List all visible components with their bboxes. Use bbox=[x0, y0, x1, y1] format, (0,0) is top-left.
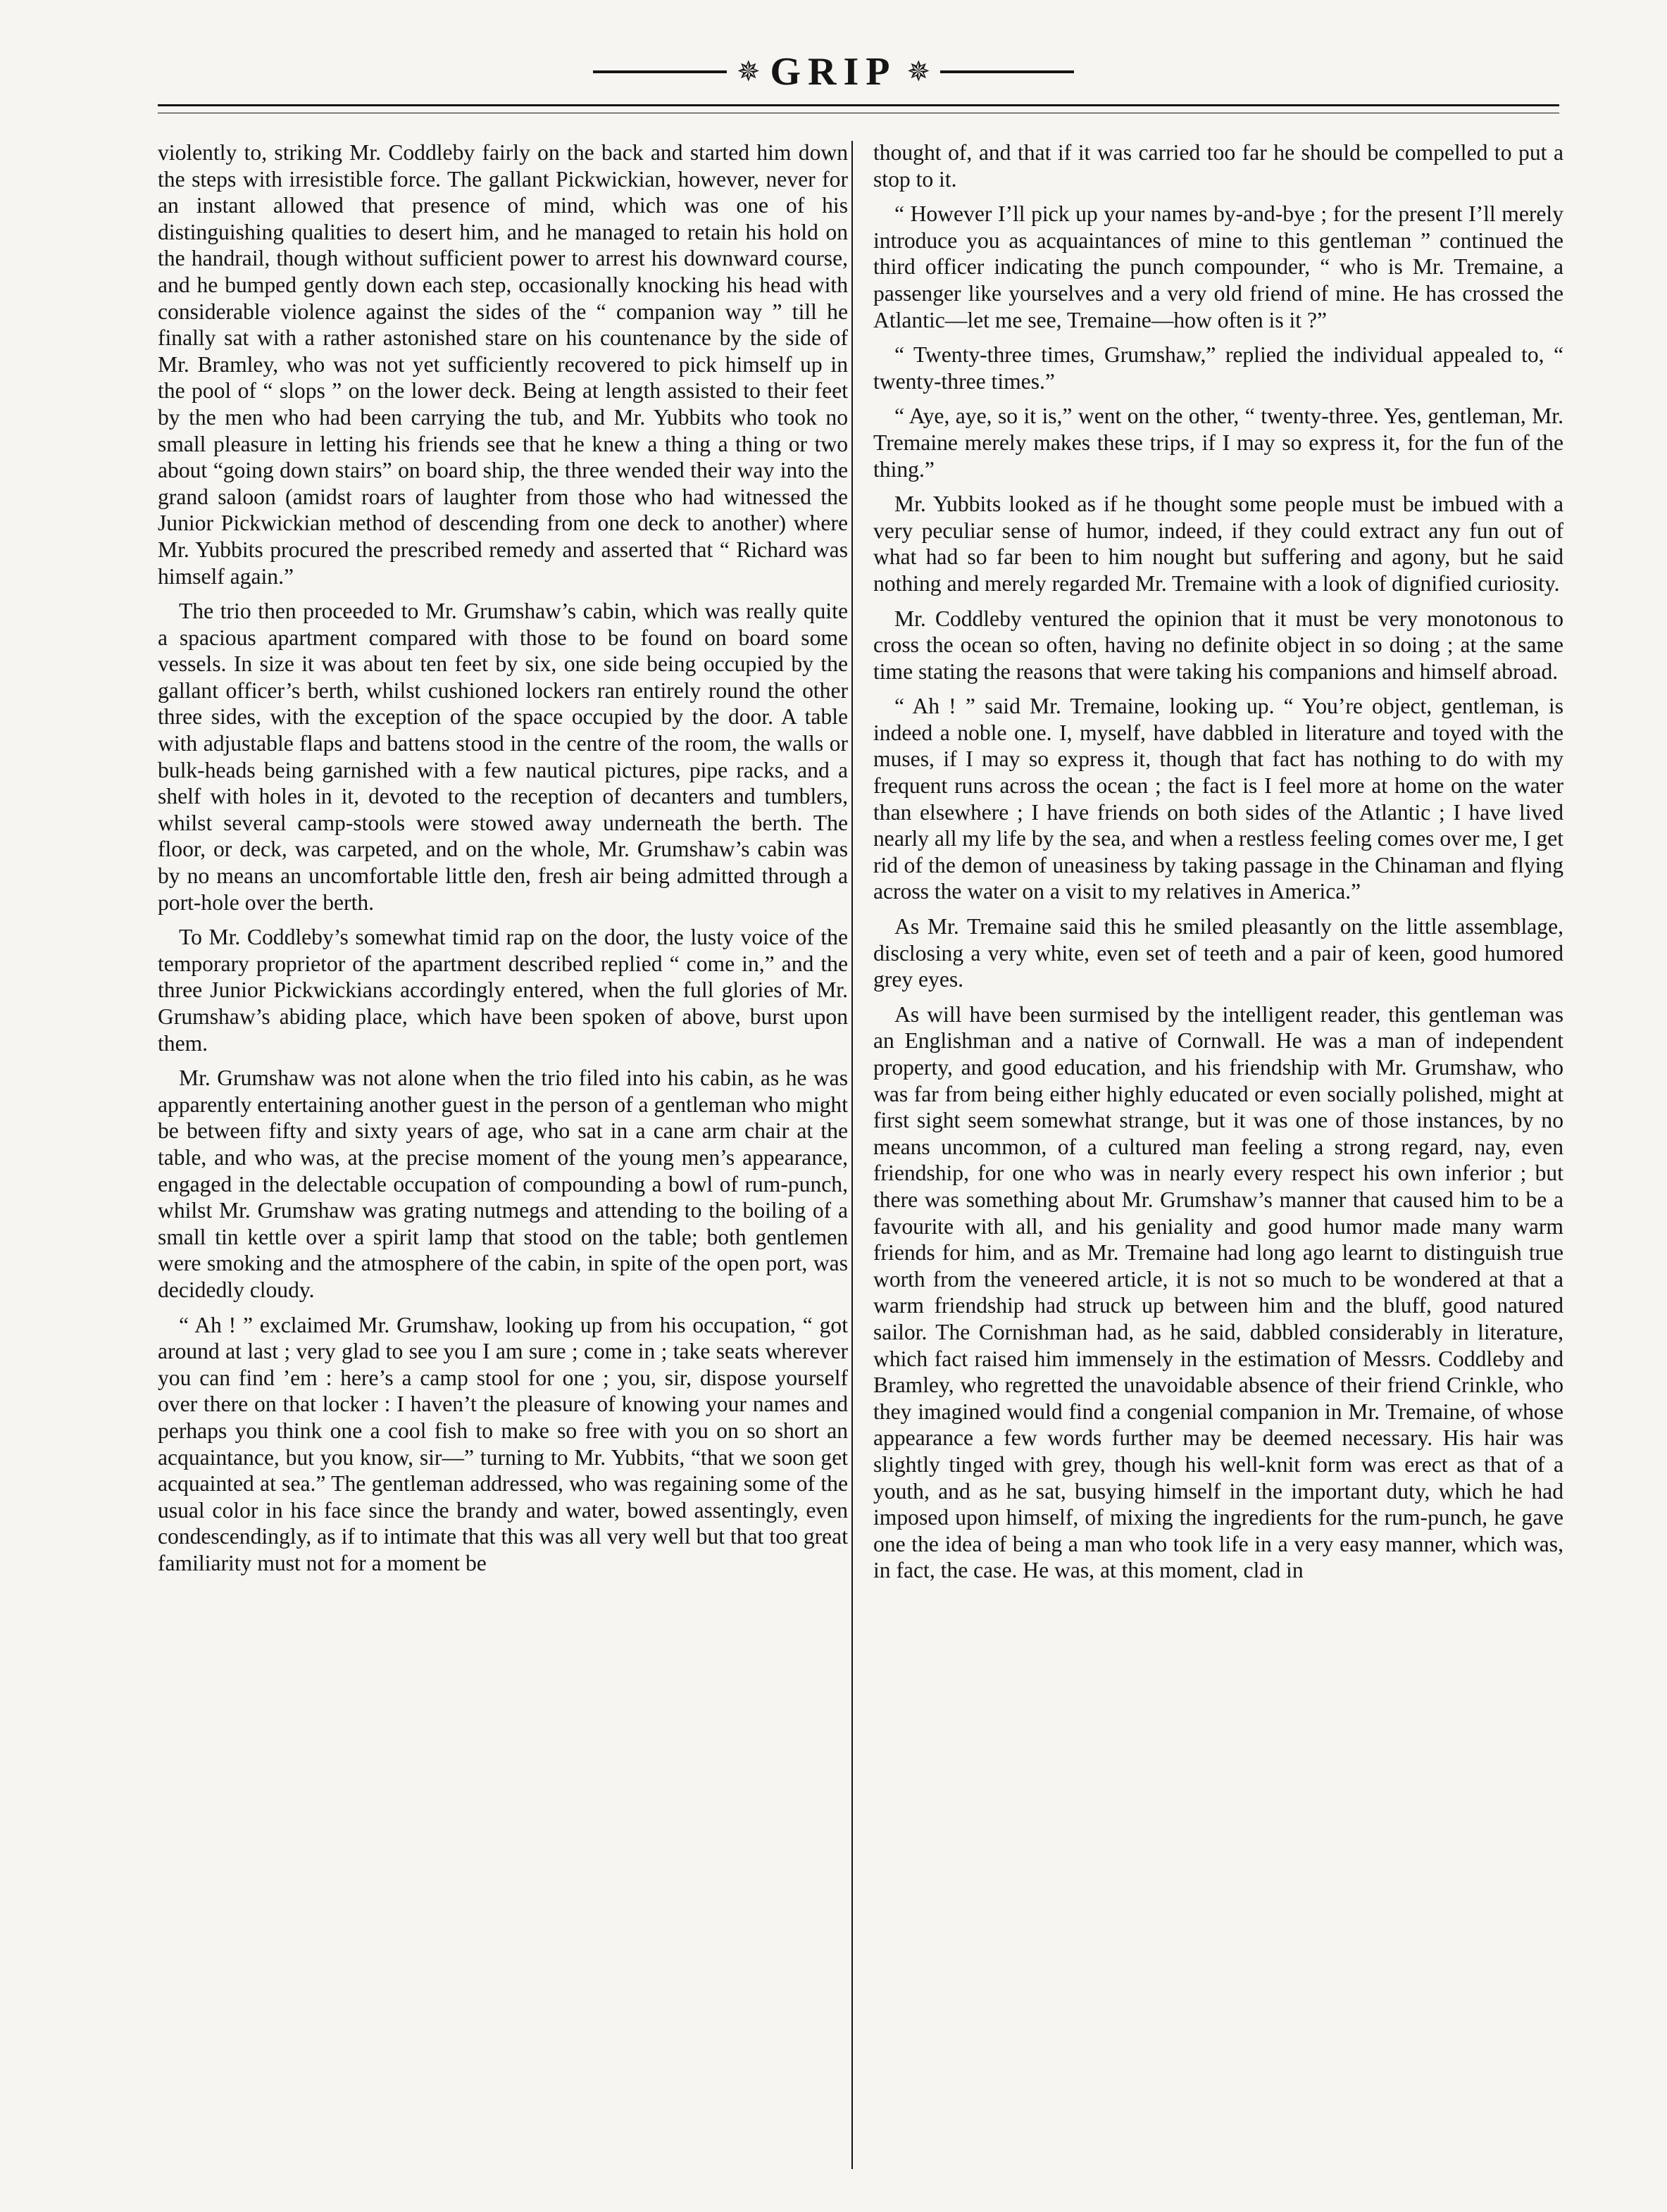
paragraph: Mr. Yubbits looked as if he thought some people must be imbued with a very peculiar sense of humor, indeed, if they could extract any fun out of what had so far been to him nought but suffering and agony, but he said nothing and merely regarded Mr. Tremaine with a look of dignified curiosity. bbox=[873, 492, 1563, 596]
paragraph: thought of, and that if it was carried too far he should be compelled to put a stop to it. bbox=[873, 140, 1563, 192]
right-column bbox=[873, 139, 1563, 1592]
paragraph: “ Twenty-three times, Grumshaw,” replied the individual appealed to, “ twenty-three times.” bbox=[873, 342, 1563, 394]
paragraph: Mr. Coddleby ventured the opinion that it must be very monotonous to cross the ocean so often, having no definite object in so doing ; at the same time stating the reasons that were taking his companions and himself abroad. bbox=[873, 606, 1563, 684]
masthead bbox=[0, 52, 1667, 92]
paragraph: “ Ah ! ” exclaimed Mr. Grumshaw, looking up from his occupation, “ got around at last ; very glad to see you I am sure ; come in ; take seats wherever you can find ’em : here’s a camp stool for one ; you, sir, dispose yourself over there on that locker : I haven’t the pleasure of knowing your names and perhaps you think one a cool fish to make so free with you on so short an acquaintance, but you know, sir—” turning to Mr. Yubbits, “that we soon get acquainted at sea.” The gentleman addressed, who was regaining some of the usual color in his face since the brandy and water, bowed assentingly, even condescendingly, as if to intimate that this was all very well but that too great familiarity must not for a moment be bbox=[158, 1312, 848, 1575]
paragraph: As Mr. Tremaine said this he smiled pleasantly on the little assemblage, disclosing a very white, even set of teeth and a pair of keen, good humored grey eyes. bbox=[873, 914, 1563, 992]
masthead-rule-left bbox=[593, 70, 727, 73]
star-ornament-left-icon: ✵ bbox=[736, 56, 761, 87]
paragraph: violently to, striking Mr. Coddleby fairly on the back and started him down the steps with irresistible force. The gallant Pickwickian, however, never for an instant allowed that presence of mind, which was one of his distinguishing qualities to desert him, and he managed to retain his hold on the handrail, though without sufficient power to arrest his downward course, and he bumped gently down each step, occasionally knocking his head with considerable violence against the sides of the “ companion way ” till he finally sat with a rather astonished stare on his countenance by the side of Mr. Bramley, who was not yet sufficiently recovered to pick himself up in the pool of “ slops ” on the lower deck. Being at length assisted to their feet by the men who had been carrying the tub, and Mr. Yubbits who took no small pleasure in letting his friends see that he knew a thing a thing or two about “going down stairs” on board ship, the three wended their way into the grand saloon (amidst roars of laughter from those who had witnessed the Junior Pickwickian method of descending from one deck to another) where Mr. Yubbits procured the prescribed remedy and asserted that “ Richard was himself again.” bbox=[158, 140, 848, 589]
left-column bbox=[158, 139, 848, 1585]
paragraph: The trio then proceeded to Mr. Grumshaw’s cabin, which was really quite a spacious apartment compared with those to be found on board some vessels. In size it was about ten feet by six, one side being occupied by the gallant officer’s berth, whilst cushioned lockers ran entirely round the other three sides, with the exception of the space occupied by the door. A table with adjustable flaps and battens stood in the centre of the room, the walls or bulk-heads being garnished with a few nautical pictures, pipe racks, and a shelf with holes in it, devoted to the reception of decanters and tumblers, whilst several camp-stools were stowed away underneath the berth. The floor, or deck, was carpeted, and on the whole, Mr. Grumshaw’s cabin was by no means an uncomfortable little den, fresh air being admitted through a port-hole over the berth. bbox=[158, 599, 848, 915]
masthead-rule-right bbox=[940, 70, 1074, 73]
paragraph: “ Aye, aye, so it is,” went on the other, “ twenty-three. Yes, gentleman, Mr. Tremaine merely makes these trips, if I may so express it, for the fun of the thing.” bbox=[873, 404, 1563, 482]
paragraph: “ Ah ! ” said Mr. Tremaine, looking up. “ You’re object, gentleman, is indeed a noble one. I, myself, have dabbled in literature and toyed with the muses, if I may so express it, though that fact has nothing to do with my frequent runs across the ocean ; the fact is I feel more at home on the water than elsewhere ; I have friends on both sides of the Atlantic ; I have lived nearly all my life by the sea, and when a restless feeling comes over me, I get rid of the demon of uneasiness by taking passage in the Chinaman and flying across the water on a visit to my relatives in America.” bbox=[873, 694, 1563, 904]
paragraph: Mr. Grumshaw was not alone when the trio filed into his cabin, as he was apparently entertaining another guest in the person of a gentleman who might be between fifty and sixty years of age, who sat in a cane arm chair at the table, and who was, at the precise moment of the young men’s appearance, engaged in the delectable occupation of compounding a bowl of rum-punch, whilst Mr. Grumshaw was grating nutmegs and attending to the boiling of a small tin kettle over a spirit lamp that stood on the table; both gentlemen were smoking and the atmosphere of the cabin, in spite of the open port, was decidedly cloudy. bbox=[158, 1066, 848, 1302]
column-divider bbox=[851, 141, 853, 2169]
paragraph: As will have been surmised by the intelligent reader, this gentleman was an Englishman and a native of Cornwall. He was a man of independent property, and good education, and his friendship with Mr. Grumshaw, who was far from being either highly educated or even socially polished, might at first sight seem somewhat strange, but it was one of those instances, by no means uncommon, of a cultured man feeling a strong regard, nay, even friendship, for one who was in nearly every respect his own inferior ; but there was something about Mr. Grumshaw’s manner that caused him to be a favourite with all, and his geniality and good humor made many warm friends for him, and as Mr. Tremaine had long ago learnt to distinguish true worth from the veneered article, it is not so much to be wondered at that a warm friendship had struck up between him and the bluff, good natured sailor. The Cornishman had, as he said, dabbled considerably in literature, which fact raised him immensely in the estimation of Messrs. Coddleby and Bramley, who regretted the unavoidable absence of their friend Crinkle, who they imagined would find a congenial companion in Mr. Tremaine, of whose appearance a few words further may be deemed necessary. His hair was slightly tinged with grey, though his well-knit form was erect as that of a youth, and as he sat, busying himself in the important duty, which he had imposed upon himself, of mixing the ingredients for the rum-punch, he gave one the idea of being a man who took life in a very easy manner, which was, in fact, the case. He was, at this moment, clad in bbox=[873, 1001, 1563, 1583]
header-rule-thick bbox=[158, 104, 1559, 106]
star-ornament-right-icon: ✵ bbox=[906, 56, 931, 87]
publication-title: GRIP bbox=[770, 50, 897, 94]
paragraph: “ However I’ll pick up your names by-and-bye ; for the present I’ll merely introduce you as acquaintances of mine to this gentleman ” continued the third officer indicating the punch compounder, “ who is Mr. Tremaine, a passenger like yourselves and a very old friend of mine. He has crossed the Atlantic—let me see, Tremaine—how often is it ?” bbox=[873, 201, 1563, 332]
paragraph: To Mr. Coddleby’s somewhat timid rap on the door, the lusty voice of the temporary proprietor of the apartment described replied “ come in,” and the three Junior Pickwickians accordingly entered, when the full glories of Mr. Grumshaw’s abiding place, which have been spoken of above, burst upon them. bbox=[158, 925, 848, 1056]
